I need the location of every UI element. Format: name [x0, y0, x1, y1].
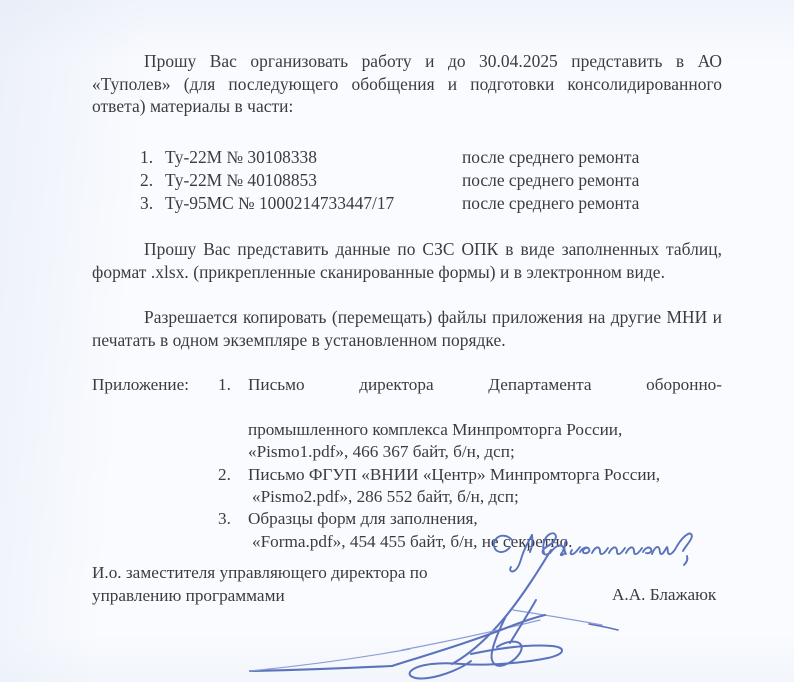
- paragraph-request-materials: Прошу Вас организовать работу и до 30.04.2025 представить в АО «Туполев» (для последующего обобщения и подготовки консолидированного ответа) материалы в части:: [92, 51, 722, 117]
- aircraft-list-item: [92, 192, 722, 215]
- attachment-file-info: «Pismo2.pdf», 286 552 байт, б/н, дсп;: [252, 487, 519, 507]
- aircraft-item-status: после среднего ремонта: [462, 192, 640, 213]
- attachment-item-line: Письмо ФГУП «ВНИИ «Центр» Минпромторга России,: [248, 464, 661, 484]
- aircraft-item-designation: Ту-95МС № 1000214733447/17: [165, 192, 395, 213]
- aircraft-item-number: 3.: [140, 192, 154, 213]
- aircraft-item-number: 1.: [140, 147, 154, 167]
- attachment-item-number: 1.: [218, 375, 231, 394]
- document-text-column: [92, 0, 722, 682]
- aircraft-item-status: после среднего ремонта: [462, 147, 640, 167]
- attachments-label: Приложение:: [92, 375, 190, 394]
- aircraft-item-designation: Ту-22М № 30108338: [165, 147, 317, 167]
- attachment-item-number: 2.: [218, 464, 231, 484]
- attachment-item-number: 3.: [218, 509, 231, 529]
- attachment-item: [218, 374, 722, 464]
- aircraft-list-item: [92, 146, 722, 169]
- attachment-file-info: «Pismo1.pdf», 466 367 байт, б/н, дсп;: [248, 442, 515, 462]
- aircraft-item-status: после среднего ремонта: [462, 169, 640, 190]
- aircraft-list: [92, 146, 722, 214]
- attachment-item-line: Образцы форм для заполнения,: [248, 509, 478, 529]
- aircraft-list-item: [92, 169, 722, 192]
- paragraph-xlsx-data-request: Прошу Вас представить данные по СЗС ОПК в виде заполненных таблиц, формат .xlsx. (прикрепленные сканированные формы) и в электронном виде.: [92, 239, 722, 282]
- signer-title-line: И.о. заместителя управляющего директора по: [92, 563, 428, 582]
- attachment-file-info: «Forma.pdf», 454 455 байт, б/н, не секретно.: [252, 531, 573, 551]
- attachment-item-line: Письмо директора Департамента оборонно-: [248, 375, 722, 394]
- attachment-item: [218, 464, 722, 509]
- attachment-item: [218, 508, 722, 553]
- attachments-list: [218, 374, 722, 553]
- attachment-item-line: промышленного комплекса Минпромторга России,: [248, 419, 623, 439]
- signer-name: А.А. Блажаюк: [612, 585, 717, 604]
- aircraft-item-number: 2.: [140, 169, 154, 190]
- signer-title-block: [92, 562, 512, 607]
- signer-title-line: управлению программами: [92, 585, 285, 605]
- paragraph-copy-permission: Разрешается копировать (перемещать) файлы приложения на другие МНИ и печатать в одном экземпляре в установленном порядке.: [92, 307, 722, 350]
- aircraft-item-designation: Ту-22М № 40108853: [165, 169, 317, 190]
